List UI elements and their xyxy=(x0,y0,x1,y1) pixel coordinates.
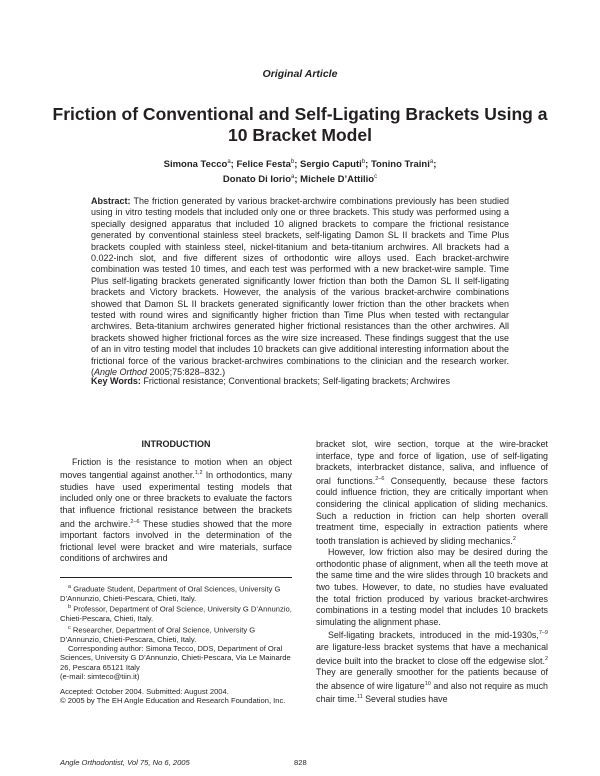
section-heading-introduction: INTRODUCTION xyxy=(141,439,211,449)
body-paragraph xyxy=(316,439,548,547)
author-separator: ; xyxy=(294,159,301,171)
footnote-text: Professor, Department of Oral Science, University G D’Annunzio, Chieti-Pescara, Chieti, Italy. xyxy=(60,604,292,624)
footnote-email: (e-mail: simteco@tiin.it) xyxy=(60,672,140,682)
author-name: Simona Tecco xyxy=(163,159,228,171)
footnote-affiliation-b xyxy=(60,603,292,623)
author-name: Sergio Caputi xyxy=(300,159,362,171)
author-affiliation-mark: a xyxy=(291,174,295,181)
keywords-label: Key Words: xyxy=(91,376,141,386)
author-affiliation-mark: b xyxy=(290,159,295,165)
footnote-affiliation-a xyxy=(60,583,292,603)
intro-paragraph xyxy=(60,457,292,565)
author-separator: ; xyxy=(230,159,237,171)
abstract xyxy=(91,196,509,379)
citation-journal: Angle Orthod xyxy=(94,367,148,378)
footnote-affiliation-c xyxy=(60,624,292,644)
author-affiliation-mark: a xyxy=(227,159,231,165)
abstract-text: The friction generated by various bracket-archwire combinations previously has been studied using in vitro testing models that included only one or three brackets. This study was performed using a specially designed apparatus that included 10 aligned brackets to compare the frictional resistance generated by conventional stainless steel brackets, self-ligating Damon SL II brackets and Time Plus brackets coupled with stainless steel, nickel-titanium and beta-titanium archwires. All brackets had a 0.022-inch slot, and five different sizes of orthodontic wire alloys used. Each bracket-archwire combination was tested 10 times, and each test was performed with a new bracket-wire sample. Time Plus self-ligating brackets generated significantly lower friction than both the Damon SL II self-ligating brackets and Victory brackets. However, the analysis of the various bracket-archwire combinations showed that Damon SL II brackets generated significantly lower friction than the other brackets when tested with round wires and significantly higher friction than Time Plus when tested with rectangular archwires. Beta-titanium archwires generated higher frictional resistances than the other archwires. All brackets showed higher frictional forces as the wire size increased. These findings suggest that the use of an in vitro testing model that includes 10 brackets can give additional interesting information about the frictional force of the various bracket-archwires combinations to the clinician and the research worker. xyxy=(91,196,509,366)
right-column xyxy=(316,439,548,706)
citation-sup: 2 xyxy=(544,655,548,662)
footnote-text: Researcher, Department of Oral Science, University G D’Annunzio, Chieti-Pescara, Chieti, Italy. xyxy=(60,625,256,644)
citation-sup: 1,2 xyxy=(194,470,203,477)
author-name: Michele D’Attilio xyxy=(300,174,375,186)
article-type-label: Original Article xyxy=(262,68,338,80)
text-run: bracket slot, wire section, torque at the wire-bracket interface, type and force of ligation, use of self-ligating brackets, interbracket distance, saliva, and influence of oral functions. xyxy=(316,439,548,486)
text-run: Several studies have xyxy=(362,694,448,705)
author-affiliation-mark: a xyxy=(429,159,434,165)
body-paragraph xyxy=(316,628,548,705)
footnote-mark: a xyxy=(68,583,72,590)
author-affiliation-mark: c xyxy=(374,174,378,181)
citation-sup: 10 xyxy=(424,680,431,687)
footnotes xyxy=(60,583,292,705)
author-name: Tonino Traini xyxy=(370,159,430,171)
footnote-text: Graduate Student, Department of Oral Sciences, University G D’Annunzio, Chieti-Pescara, Chieti, Italy. xyxy=(60,584,281,603)
author-list xyxy=(60,156,540,186)
text-run: They are generally smoother for the patients because of the absence of wire ligature xyxy=(316,667,548,691)
citation-open: ( xyxy=(91,367,94,378)
footnote-divider xyxy=(60,577,292,578)
citation-sup: 7–9 xyxy=(538,630,548,637)
page-number: 828 xyxy=(294,758,307,767)
footnote-corresponding-author: Corresponding author: Simona Tecco, DDS, Department of Oral Sciences, University G D’Annunzio, Chieti-Pescara, Via Le Mainarde 26, Pescara 65121 Italy xyxy=(60,643,291,672)
footnote-copyright: © 2005 by The EH Angle Education and Research Foundation, Inc. xyxy=(60,695,286,705)
article-title: Friction of Conventional and Self-Ligating Brackets Using a 10 Bracket Model xyxy=(52,104,548,145)
text-run: and also not require as much chair time. xyxy=(316,680,548,705)
running-footer-journal: Angle Orthodontist, Vol 75, No 6, 2005 xyxy=(60,758,190,767)
body-paragraph: However, low friction also may be desired during the orthodontic phase of alignment, when all the teeth move at the same time and the wire slides through 10 brackets and two tubes. However, to date, no studies have evaluated the total friction produced by various bracket-archwires combinations in a testing model that includes 10 brackets simulating the alignment phase. xyxy=(316,547,548,627)
author-separator: ; xyxy=(433,159,437,171)
citation-sup: 2–6 xyxy=(130,518,140,525)
abstract-label: Abstract: xyxy=(91,196,131,206)
footnote-dates: Accepted: October 2004. Submitted: August 2004. xyxy=(60,686,229,696)
text-run: These studies showed that the more important factors involved in the determination of the frictional level were bracket and wire materials, surface conditions of archwires and xyxy=(60,518,292,564)
author-separator: ; xyxy=(294,174,301,186)
text-run: Friction is the resistance to motion when an object moves tangential against another. xyxy=(60,456,292,481)
keywords-text: Frictional resistance; Conventional brackets; Self-ligating brackets; Archwires xyxy=(143,376,450,386)
citation-sup: 2 xyxy=(512,535,516,542)
text-run: In orthodontics, many studies have used experimental testing models that included only one or three brackets to evaluate the factors that influence frictional resistance between the brackets and the archwire. xyxy=(60,470,292,529)
author-name: Felice Festa xyxy=(236,159,291,171)
left-column xyxy=(60,439,292,705)
author-name: Donato Di Iorio xyxy=(222,174,291,186)
keywords xyxy=(91,376,509,387)
text-run: Consequently, because these factors could influence friction, they are critically important when considering the clinical application of sliding mechanics. Such a reduction in friction can help shorten overall treatment time, especially in extraction patients where tooth translation is achieved by sliding mechanics. xyxy=(316,475,548,546)
author-affiliation-mark: b xyxy=(361,159,366,165)
citation-sup: 2–6 xyxy=(375,475,385,482)
citation-details: 2005;75:828–832.) xyxy=(147,367,226,378)
author-separator: ; xyxy=(365,159,371,171)
footnote-mark: c xyxy=(68,624,71,631)
citation-sup: 11 xyxy=(356,694,363,701)
text-run: are ligature-less bracket systems that have a mechanical device built into the bracket to close off the edgewise slot. xyxy=(316,642,548,666)
text-run: Self-ligating brackets, introduced in the mid-1930s, xyxy=(328,630,539,641)
footnote-mark: b xyxy=(68,604,72,611)
